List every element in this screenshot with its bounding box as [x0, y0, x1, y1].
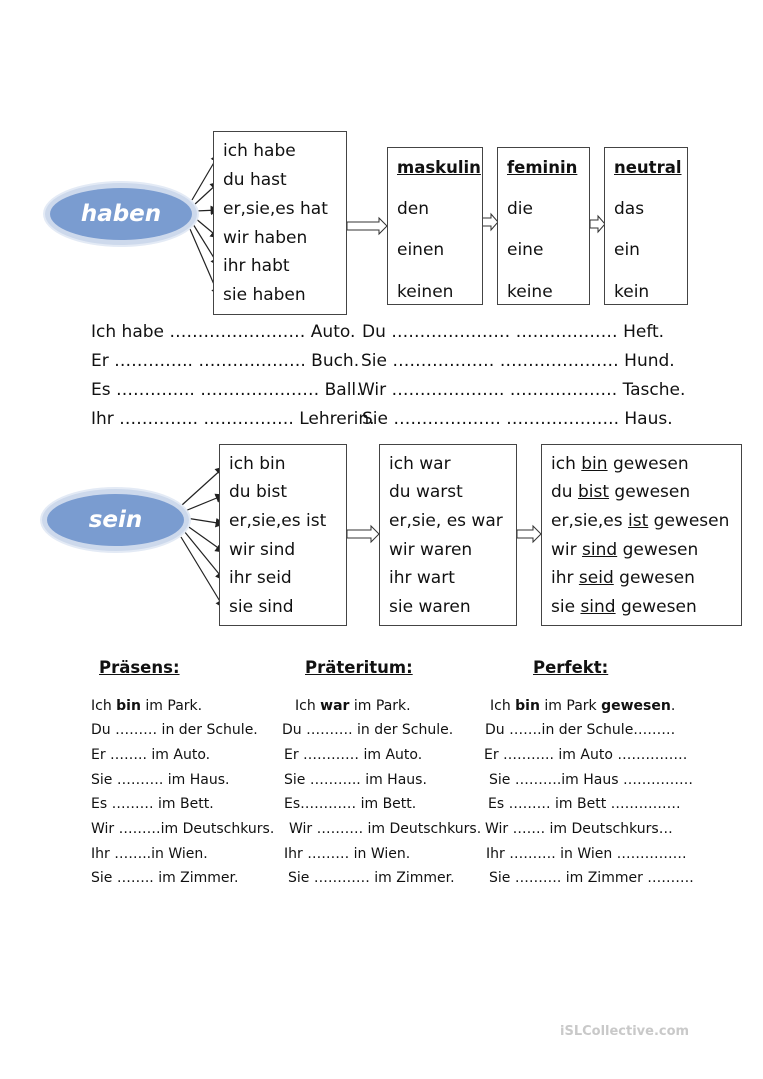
sein-praeteritum-form: wir waren — [389, 540, 473, 560]
praeteritum-example: Sie ………… im Zimmer. — [288, 870, 455, 886]
haben-form: du hast — [223, 170, 287, 190]
haben-form: er,sie,es hat — [223, 199, 328, 219]
sein-title: sein — [88, 507, 143, 533]
haben-exercise-line: Du ………………… ……………… Heft. — [362, 322, 665, 342]
sein-perfekt-form — [551, 540, 698, 560]
example-text: Ich — [91, 698, 117, 714]
perfekt-auxiliary: bin — [581, 454, 608, 474]
sein-praesens-form: sie sind — [229, 597, 294, 617]
neutral-article: das — [614, 199, 645, 219]
sein-praeteritum-form: du warst — [389, 482, 463, 502]
perfekt-pronoun: ich — [551, 454, 576, 474]
haben-exercise-line: Ich habe …………………… Auto. — [91, 322, 356, 342]
haben-form: ihr habt — [223, 256, 290, 276]
praeteritum-example: Du ………. in der Schule. — [282, 722, 454, 738]
sein-perfekt-form — [551, 597, 697, 617]
example-verb: bin — [116, 698, 141, 714]
haben-exercise-line: Es ………….. ………………… Ball. — [91, 380, 362, 400]
praesens-example: Du ……… in der Schule. — [91, 722, 258, 738]
praesens-example: Ihr ……..in Wien. — [91, 846, 208, 862]
perfekt-example — [490, 698, 675, 714]
haben-form: sie haben — [223, 285, 306, 305]
neutral-article: kein — [614, 282, 650, 302]
sein-perfekt-form — [551, 454, 689, 474]
example-verb: bin — [515, 698, 540, 714]
praeteritum-heading: Präteritum: — [305, 658, 413, 677]
example-verb: war — [320, 698, 350, 714]
feminin-article: keine — [507, 282, 553, 302]
perfekt-participle: gewesen — [609, 482, 691, 502]
haben-title: haben — [80, 201, 162, 227]
sein-praesens-form: wir sind — [229, 540, 296, 560]
perfekt-auxiliary: seid — [578, 568, 614, 588]
perfekt-auxiliary: sind — [582, 540, 618, 560]
sein-praeteritum-form: ihr wart — [389, 568, 455, 588]
sein-praesens-form: ich bin — [229, 454, 286, 474]
praesens-heading: Präsens: — [99, 658, 180, 677]
praeteritum-example: Sie ……….. im Haus. — [284, 772, 427, 788]
praesens-example: Sie …….. im Zimmer. — [91, 870, 239, 886]
perfekt-example: Sie ………. im Zimmer ………. — [489, 870, 694, 886]
feminin-article: eine — [507, 240, 544, 260]
haben-exercise-line: Sie ………………. ……………….. Haus. — [362, 409, 673, 429]
sein-praeteritum-form: sie waren — [389, 597, 471, 617]
perfekt-participle: gewesen — [613, 568, 695, 588]
example-text: im Park — [539, 698, 602, 714]
perfekt-auxiliary: bist — [577, 482, 610, 502]
praeteritum-example: Ihr ……… in Wien. — [284, 846, 411, 862]
sein-praesens-form: du bist — [229, 482, 288, 502]
perfekt-example: Er ……….. im Auto …………… — [484, 747, 688, 763]
sein-fan-arrows — [181, 467, 224, 608]
sein-praesens-form: er,sie,es ist — [229, 511, 327, 531]
example-text: Ich — [490, 698, 516, 714]
perfekt-example: Ihr ………. in Wien …………… — [486, 846, 687, 862]
haben-exercise-line: Wir ……………….. ………………. Tasche. — [358, 380, 686, 400]
praeteritum-example: Wir ………. im Deutschkurs. — [289, 821, 482, 837]
praesens-example: Sie ………. im Haus. — [91, 772, 230, 788]
perfekt-pronoun: du — [551, 482, 573, 502]
sein-perfekt-form — [551, 482, 690, 502]
feminin-heading: feminin — [507, 158, 578, 177]
praeteritum-example: Es………… im Bett. — [284, 796, 417, 812]
maskulin-article: keinen — [397, 282, 454, 302]
perfekt-pronoun: er,sie,es — [551, 511, 623, 531]
perfekt-auxiliary: sind — [580, 597, 616, 617]
praeteritum-example — [295, 698, 411, 714]
sein-badge — [47, 494, 184, 546]
perfekt-example: Es ……… im Bett …………… — [488, 796, 681, 812]
example-participle: gewesen — [601, 698, 671, 714]
example-text: im Park. — [349, 698, 411, 714]
perfekt-participle: gewesen — [607, 454, 689, 474]
neutral-heading: neutral — [614, 158, 682, 177]
haben-form: wir haben — [223, 228, 308, 248]
perfekt-pronoun: sie — [551, 597, 576, 617]
example-text: Ich — [295, 698, 321, 714]
perfekt-example: Du …….in der Schule……… — [485, 722, 676, 738]
praesens-example: Es ……… im Bett. — [91, 796, 214, 812]
neutral-article: ein — [614, 240, 640, 260]
praesens-example: Er …….. im Auto. — [91, 747, 211, 763]
example-text: im Park. — [140, 698, 203, 714]
praeteritum-example: Er ………… im Auto. — [284, 747, 423, 763]
sein-perfekt-form — [551, 568, 695, 588]
perfekt-participle: gewesen — [617, 540, 699, 560]
perfekt-heading: Perfekt: — [533, 658, 609, 677]
haben-exercise-line: Ihr ………….. ……………. Lehrerin. — [91, 409, 375, 429]
example-text: . — [670, 698, 676, 714]
perfekt-example: Sie ……….im Haus …………… — [489, 772, 693, 788]
sein-perfekt-form — [551, 511, 729, 531]
haben-badge — [50, 188, 192, 240]
perfekt-participle: gewesen — [615, 597, 697, 617]
praesens-example: Wir ………im Deutschkurs. — [91, 821, 275, 837]
perfekt-pronoun: wir — [551, 540, 577, 560]
praesens-example — [91, 698, 202, 714]
maskulin-heading: maskulin — [397, 158, 481, 177]
perfekt-example: Wir ……. im Deutschkurs… — [485, 821, 673, 837]
maskulin-article: den — [397, 199, 430, 219]
perfekt-participle: gewesen — [648, 511, 730, 531]
feminin-article: die — [507, 199, 533, 219]
haben-exercise-line: Sie ……………… ………………… Hund. — [361, 351, 675, 371]
perfekt-pronoun: ihr — [551, 568, 574, 588]
haben-exercise-line: Er ………….. ………………. Buch. — [91, 351, 360, 371]
sein-praeteritum-form: ich war — [389, 454, 451, 474]
sein-praesens-form: ihr seid — [229, 568, 292, 588]
haben-form: ich habe — [223, 141, 296, 161]
perfekt-auxiliary: ist — [628, 511, 649, 531]
sein-praeteritum-form: er,sie, es war — [389, 511, 503, 531]
watermark: iSLCollective.com — [560, 1024, 690, 1039]
maskulin-article: einen — [397, 240, 445, 260]
